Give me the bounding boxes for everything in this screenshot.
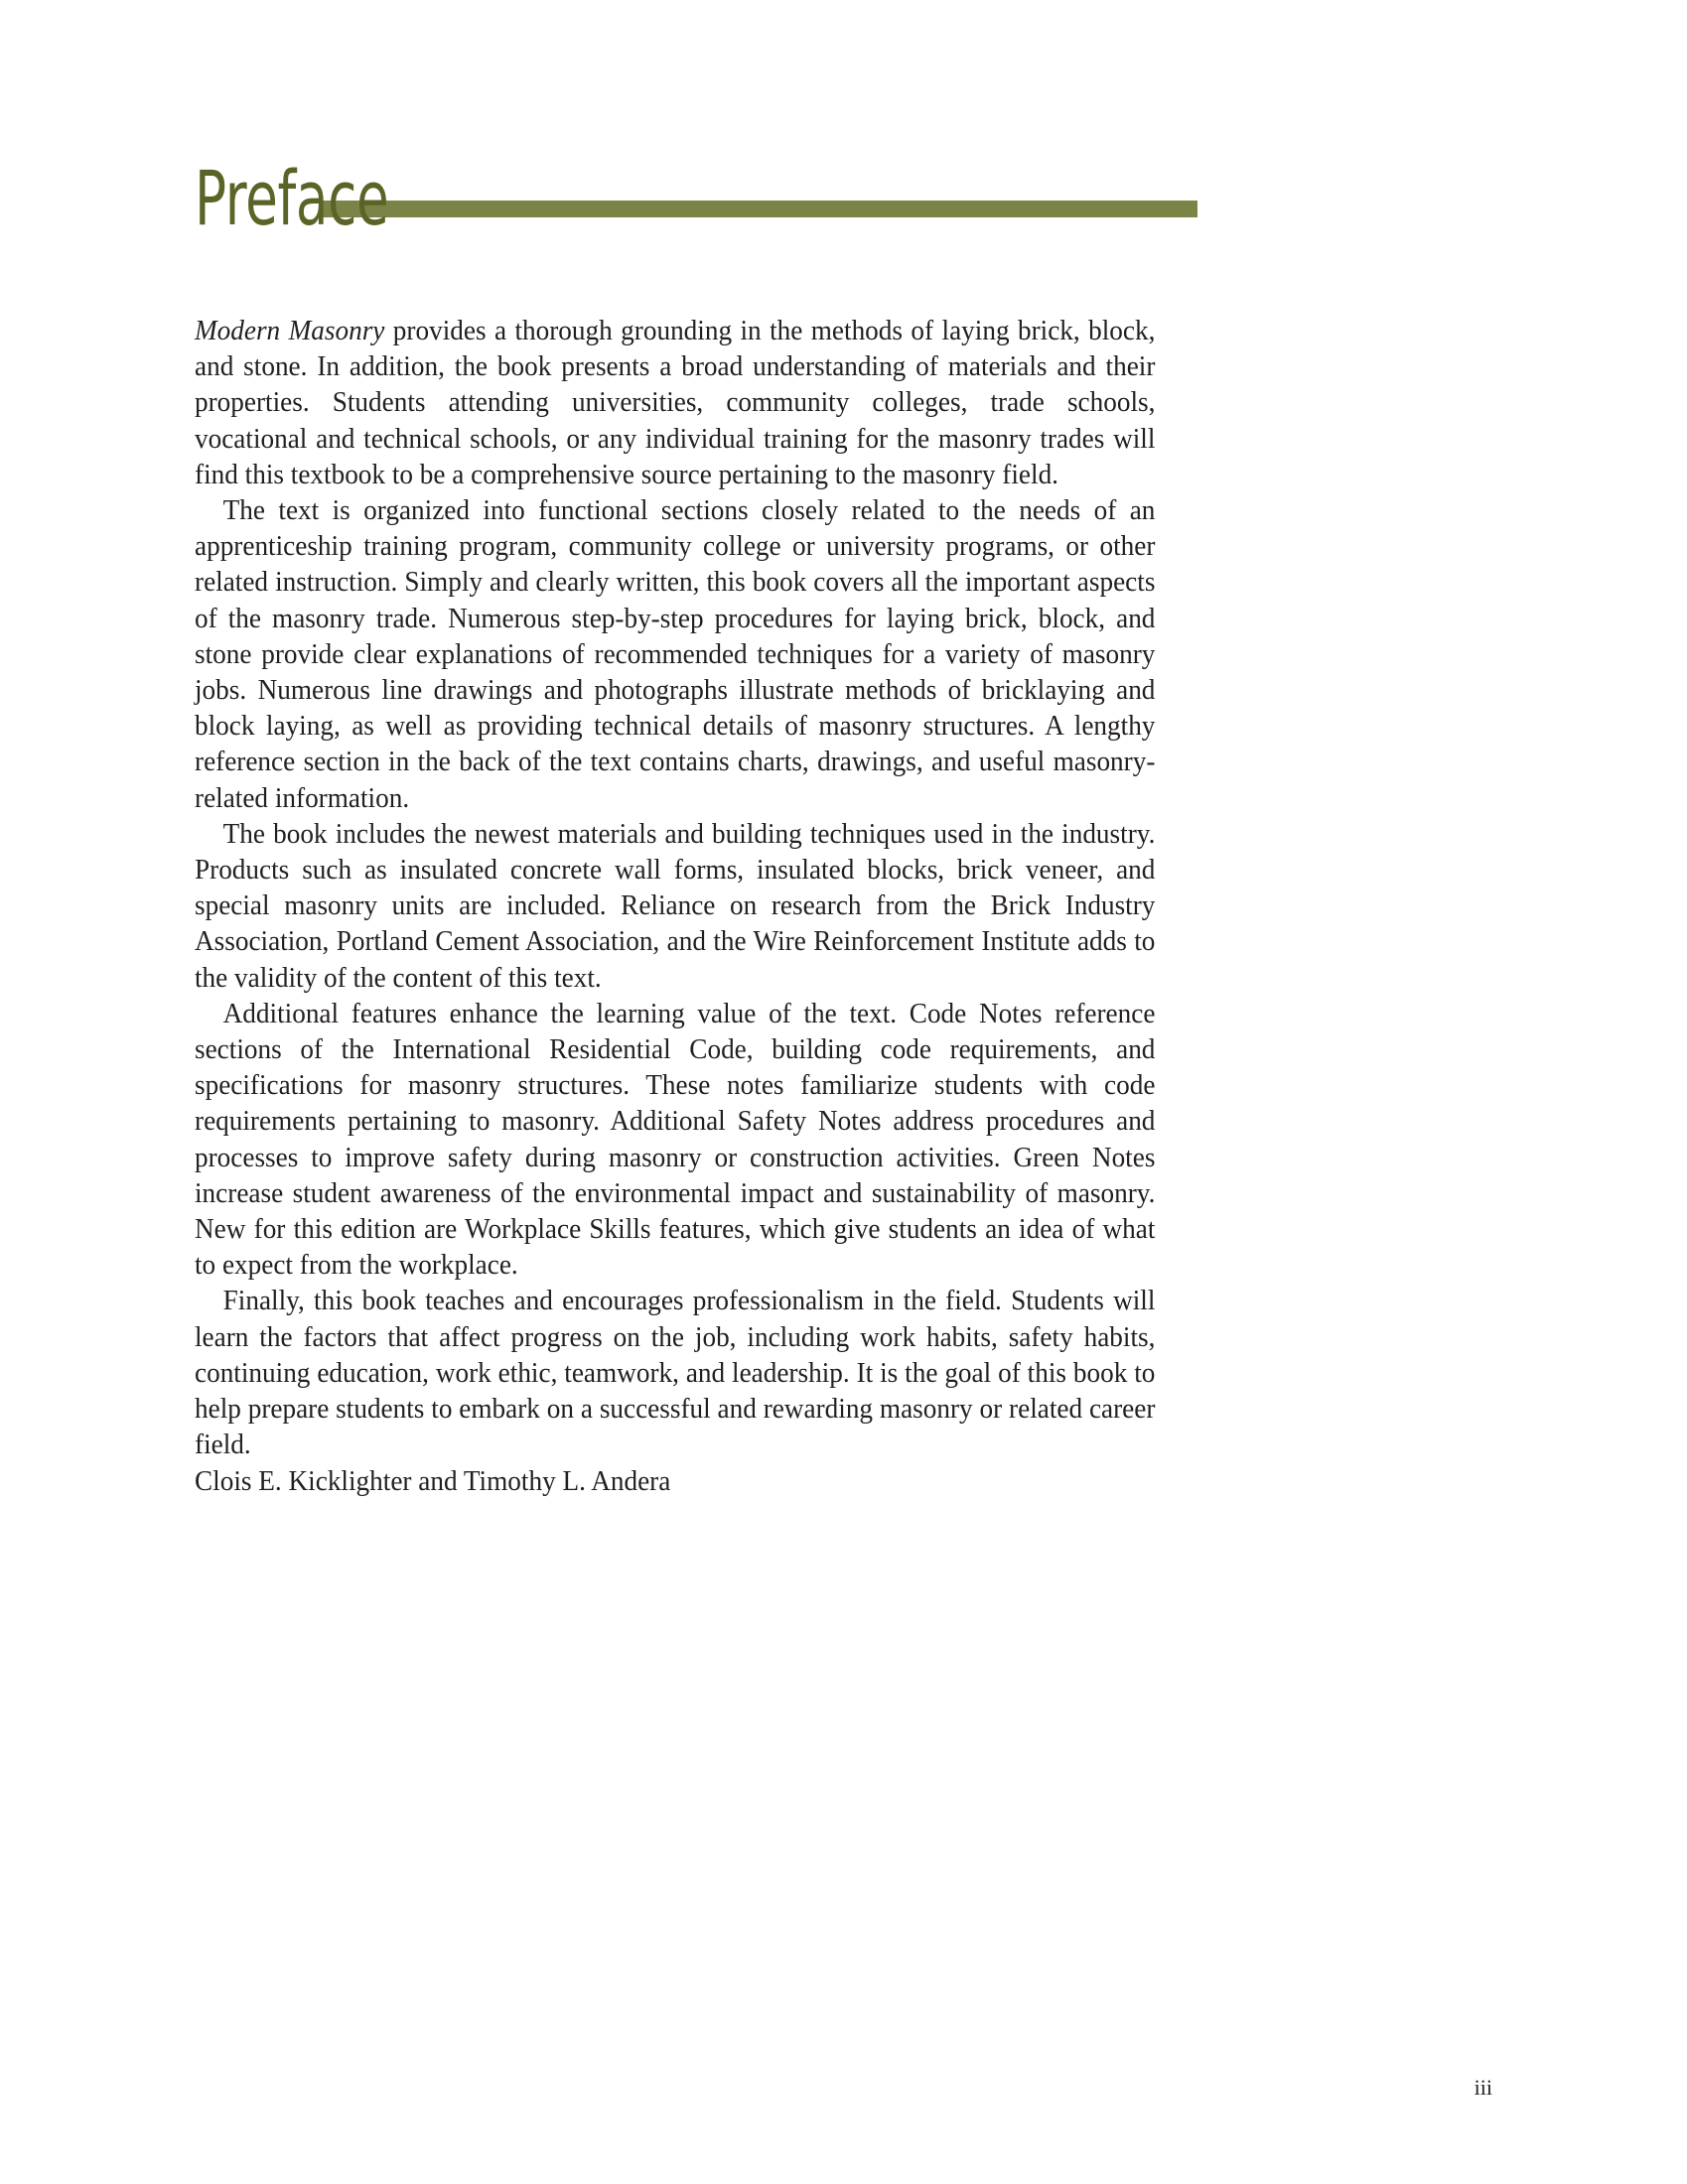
body-column xyxy=(195,314,1200,1500)
paragraph-4: Additional features enhance the learning value of the text. Code Notes reference sections of the International Residential Code, building code requirements, and specifications for masonry structures. These notes familiarize students with code requirements pertaining to masonry. Additional Safety Notes address procedures and processes to improve safety during masonry or construction activities. Green Notes increase student awareness of the environmental impact and sustainability of masonry. New for this edition are Workplace Skills features, which give students an idea of what to expect from the workplace. xyxy=(195,998,1156,1282)
book-title-italic: Modern Masonry xyxy=(195,316,385,346)
paragraph-3: The book includes the newest materials and building techniques used in the industry. Products such as insulated concrete wall forms, insulated blocks, brick veneer, and special masonry units are included. Reliance on research from the Brick Industry Association, Portland Cement Association, and the Wire Reinforcement Institute adds to the validity of the content of this text. xyxy=(195,818,1156,994)
page-number: iii xyxy=(1474,2075,1492,2100)
paragraph-1 xyxy=(195,314,1155,493)
chapter-header xyxy=(195,137,1197,242)
paragraph-2: The text is organized into functional sections closely related to the needs of an apprenticeship training program, community college or university programs, or other related instruction. Simply and clearly written, this book covers all the important aspects of the masonry trade. Numerous step-by-step procedures for laying brick, block, and stone provide clear explanations of recommended techniques for a variety of masonry jobs. Numerous line drawings and photographs illustrate methods of bricklaying and block laying, as well as providing technical details of masonry structures. A lengthy reference section in the back of the text contains charts, drawings, and useful masonry-related information. xyxy=(195,495,1156,814)
paragraph-1-text: provides a thorough grounding in the methods of laying brick, block, and stone. In addition, the book presents a broad understanding of materials and their properties. Students attending universities, community colleges, trade schools, vocational and technical schools, or any individual training for the masonry trades will find this textbook to be a comprehensive source pertaining to the masonry field. xyxy=(195,316,1156,490)
paragraph-5: Finally, this book teaches and encourages professionalism in the field. Students will learn the factors that affect progress on the job, including work habits, safety habits, continuing education, work ethic, teamwork, and leadership. It is the goal of this book to help prepare students to embark on a successful and rewarding masonry or related career field. xyxy=(195,1286,1156,1461)
title-rule-divider xyxy=(323,201,1197,217)
author-signature: Clois E. Kicklighter and Timothy L. Andera xyxy=(195,1465,671,1497)
page-title: Preface xyxy=(195,153,389,242)
